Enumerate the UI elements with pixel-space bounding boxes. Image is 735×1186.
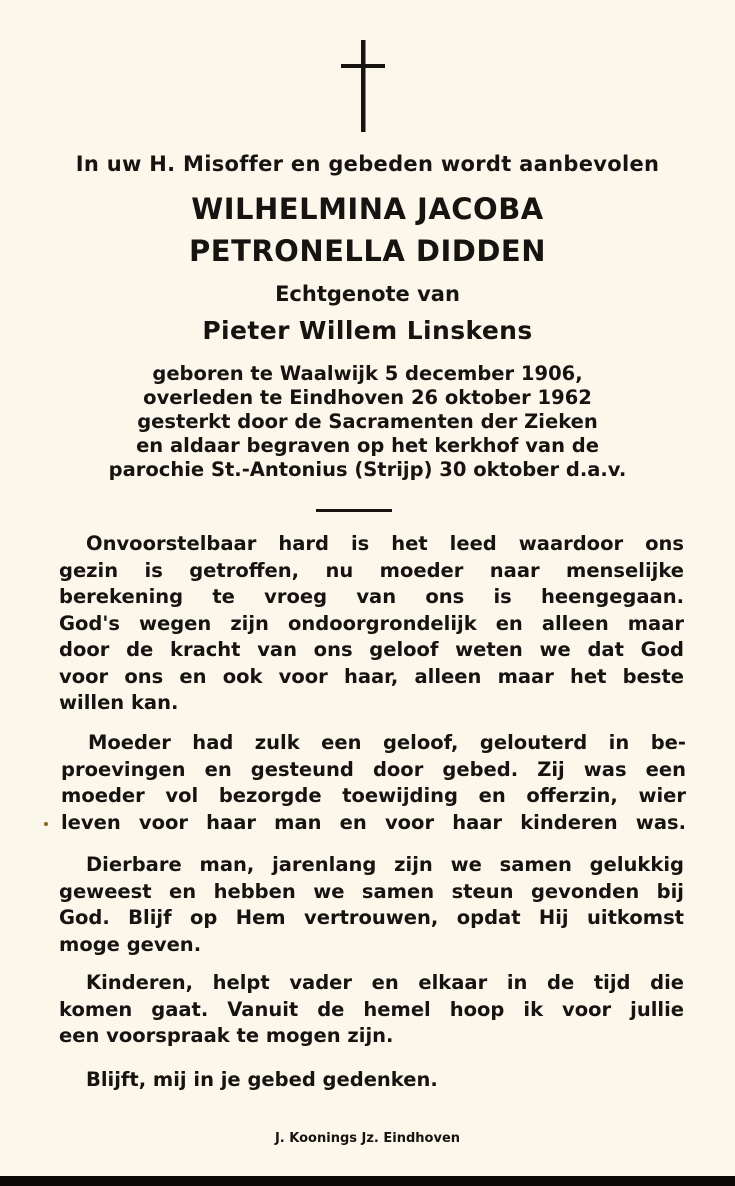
bio-line-death: overleden te Eindhoven 26 oktober 1962 <box>143 386 592 409</box>
text-line: moge geven. <box>59 932 202 956</box>
text-line: Dierbare man, jarenlang zijn we samen gelukkig <box>86 853 684 876</box>
text-line: door de kracht van ons geloof weten we dat God <box>59 638 684 661</box>
latin-cross-icon <box>341 40 385 132</box>
text-line: een voorspraak te mogen zijn. <box>59 1024 394 1047</box>
bottom-border <box>0 1176 735 1186</box>
text-line: berekening te vroeg van ons is heengegaan. <box>59 585 684 608</box>
text-line: komen gaat. Vanuit de hemel hoop ik voor jullie <box>59 997 684 1021</box>
spouse-name: Pieter Willem Linskens <box>202 316 533 345</box>
deceased-name-line-1: WILHELMINA JACOBA <box>191 192 544 226</box>
text-line: Kinderen, helpt vader en elkaar in de tijd die <box>86 971 684 994</box>
bio-line-parish: parochie St.-Antonius (Strijp) 30 oktober d.a.v. <box>108 458 627 481</box>
bio-line-burial: en aldaar begraven op het kerkhof van de <box>136 434 599 457</box>
spouse-label: Echtgenote van <box>275 282 460 306</box>
printer-credit: J. Koonings Jz. Eindhoven <box>274 1131 461 1146</box>
text-line: Onvoorstelbaar hard is het leed waardoor ons <box>86 532 684 555</box>
text-line: gezin is getroffen, nu moeder naar menselijke <box>59 558 684 582</box>
text-line: God. Blijf op Hem vertrouwen, opdat Hij uitkomst <box>59 906 684 929</box>
print-speck <box>44 822 48 826</box>
divider <box>316 509 392 512</box>
text-line: willen kan. <box>59 691 179 714</box>
paragraph-children <box>59 970 684 1050</box>
text-line: voor ons en ook voor haar, alleen maar het beste <box>59 664 684 688</box>
paragraph-closing <box>86 1067 711 1094</box>
text-line: Moeder had zulk een geloof, gelouterd in be- <box>88 731 686 754</box>
text-line: Blijft, mij in je gebed gedenken. <box>86 1068 438 1091</box>
text-line: proevingen en gesteund door gebed. Zij was een <box>61 757 686 781</box>
text-line: God's wegen zijn ondoorgrondelijk en alleen maar <box>59 611 684 635</box>
bio-line-sacraments: gesterkt door de Sacramenten der Zieken <box>137 410 598 433</box>
paragraph-grief <box>59 531 684 717</box>
paragraph-faith <box>61 730 686 836</box>
text-line: leven voor haar man en voor haar kinderen was. <box>61 810 686 834</box>
bio-line-birth: geboren te Waalwijk 5 december 1906, <box>152 362 583 385</box>
deceased-name-line-2: PETRONELLA DIDDEN <box>189 234 546 268</box>
biography <box>0 362 735 482</box>
text-line: geweest en hebben we samen steun gevonden bij <box>59 879 684 903</box>
paragraph-husband <box>59 852 684 958</box>
intro-text: In uw H. Misoffer en gebeden wordt aanbevolen <box>75 152 660 176</box>
text-line: moeder vol bezorgde toewijding en offerzin, wier <box>61 784 686 807</box>
